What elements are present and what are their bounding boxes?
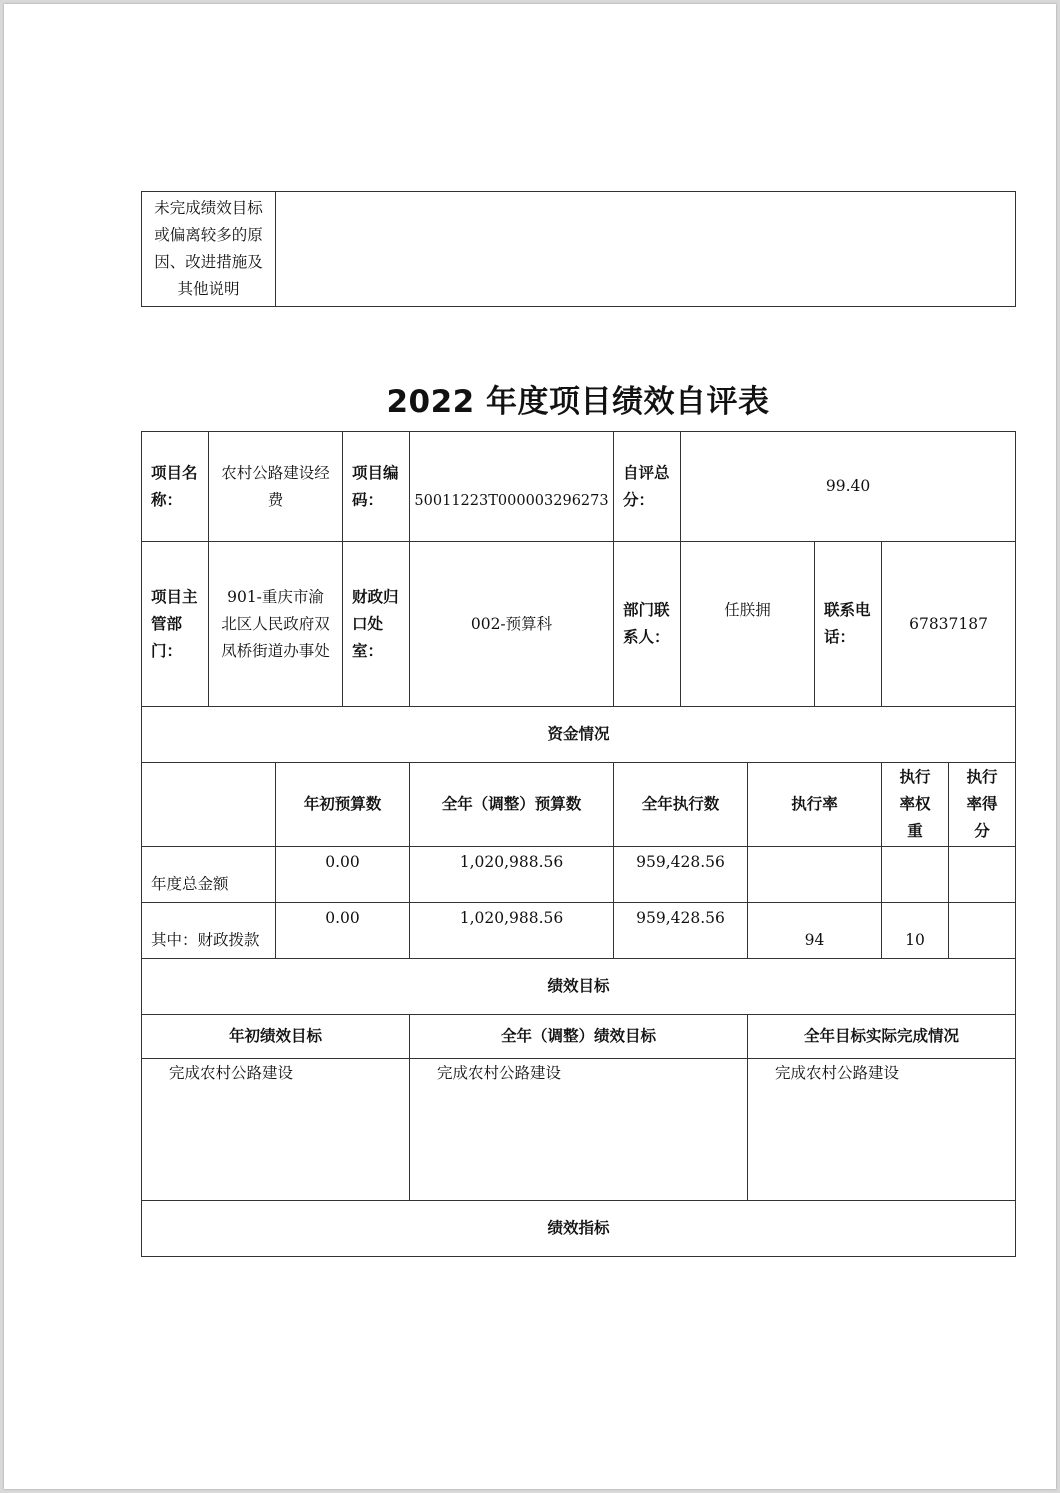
contact-value: 任朕拥: [681, 542, 815, 707]
contact-label: 部门联系人：: [614, 542, 681, 707]
funds-header-adjusted: 全年（调整）预算数: [410, 763, 614, 847]
funds-header-blank: [142, 763, 276, 847]
evaluation-table: [141, 431, 1016, 1257]
project-name-label: 项目名称：: [142, 432, 209, 542]
goals-section-title: 绩效目标: [142, 959, 1016, 1015]
score-value: 99.40: [681, 432, 1016, 542]
funds-row-initial: 0.00: [276, 847, 410, 903]
goals-value-adjusted: 完成农村公路建设: [410, 1059, 748, 1201]
page-title: 2022 年度项目绩效自评表: [386, 384, 770, 420]
funds-row-initial: 0.00: [276, 903, 410, 959]
table-row: [142, 847, 1016, 903]
funds-row-score: [949, 903, 1016, 959]
funds-header-score: 执行率得分: [949, 763, 1016, 847]
project-code-value: 50011223T000003296273: [410, 432, 614, 542]
phone-value: 67837187: [882, 542, 1016, 707]
funds-row-weight: 10: [882, 903, 949, 959]
project-code-label: 项目编码：: [343, 432, 410, 542]
goals-value-actual: 完成农村公路建设: [748, 1059, 1016, 1201]
goals-header-actual: 全年目标实际完成情况: [748, 1015, 1016, 1059]
funds-header-executed: 全年执行数: [614, 763, 748, 847]
funds-row-score: [949, 847, 1016, 903]
indicators-section-title: 绩效指标: [142, 1201, 1016, 1257]
phone-label: 联系电话：: [815, 542, 882, 707]
funds-row-label: 年度总金额: [142, 847, 276, 903]
goals-header-adjusted: 全年（调整）绩效目标: [410, 1015, 748, 1059]
funds-row-rate: 94: [748, 903, 882, 959]
dept-value: 901-重庆市渝北区人民政府双凤桥街道办事处: [209, 542, 343, 707]
score-label: 自评总分：: [614, 432, 681, 542]
remarks-label: 未完成绩效目标或偏离较多的原因、改进措施及其他说明: [142, 192, 276, 307]
document-page: [4, 4, 1056, 1489]
dept-label: 项目主管部门：: [142, 542, 209, 707]
goals-header-initial: 年初绩效目标: [142, 1015, 410, 1059]
remarks-value: [276, 192, 1016, 307]
funds-section-title: 资金情况: [142, 707, 1016, 763]
funds-header-rate: 执行率: [748, 763, 882, 847]
funds-row-executed: 959,428.56: [614, 903, 748, 959]
funds-row-rate: [748, 847, 882, 903]
remarks-table: [141, 191, 1016, 307]
goals-value-initial: 完成农村公路建设: [142, 1059, 410, 1201]
funds-header-initial: 年初预算数: [276, 763, 410, 847]
funds-row-weight: [882, 847, 949, 903]
funds-header-weight: 执行率权重: [882, 763, 949, 847]
funds-row-adjusted: 1,020,988.56: [410, 847, 614, 903]
office-label: 财政归口处室：: [343, 542, 410, 707]
office-value: 002-预算科: [410, 542, 614, 707]
table-row: [142, 903, 1016, 959]
funds-row-adjusted: 1,020,988.56: [410, 903, 614, 959]
project-name-value: 农村公路建设经费: [209, 432, 343, 542]
funds-row-label: 其中：财政拨款: [142, 903, 276, 959]
funds-row-executed: 959,428.56: [614, 847, 748, 903]
